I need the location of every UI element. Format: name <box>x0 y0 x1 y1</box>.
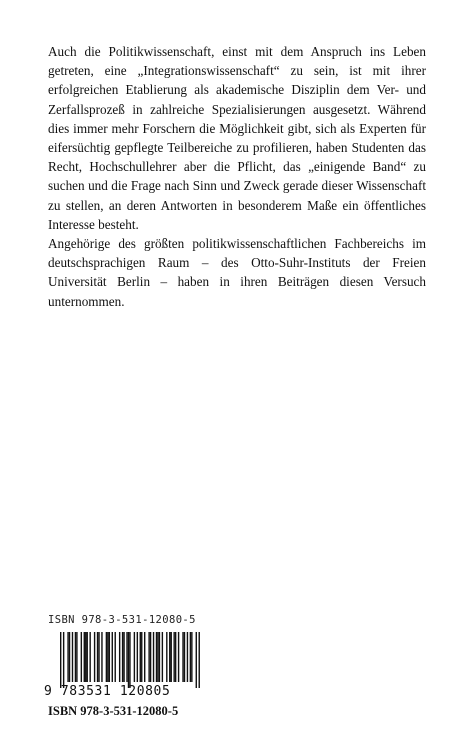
barcode-bar <box>69 632 70 682</box>
paragraph-authors: Angehörige des größten politikwissenschaftlichen Fachbereichs im deutschsprachigen Raum – des Otto-Suhr-Instituts der Freien Universität Berlin – haben in ihren Beiträgen diesen Versuch unternommen. <box>48 236 426 309</box>
isbn-label-bottom: ISBN 978-3-531-12080-5 <box>48 704 179 718</box>
barcode-bar <box>190 632 191 682</box>
barcode-bar <box>156 632 157 682</box>
barcode-bar <box>107 632 108 682</box>
barcode-bar <box>67 632 68 682</box>
barcode-bar <box>148 632 149 682</box>
barcode-bar <box>119 632 120 682</box>
barcode-bar <box>196 632 197 688</box>
barcode-bar <box>112 632 113 682</box>
barcode-bar <box>94 632 95 682</box>
barcode-bar <box>129 632 130 688</box>
barcode-bar <box>87 632 88 682</box>
barcode-bar <box>144 632 145 682</box>
barcode-bar <box>115 632 116 682</box>
barcode-bar <box>85 632 86 682</box>
barcode-digits: 9 783531 120805 <box>44 684 171 699</box>
barcode-bar <box>122 632 123 682</box>
barcode-bar <box>123 632 124 682</box>
barcode-bar <box>63 632 64 688</box>
isbn-label-top: ISBN 978-3-531-12080-5 <box>48 614 196 626</box>
barcode-bar <box>137 632 138 682</box>
barcode-bar <box>81 632 82 682</box>
barcode-bar <box>128 632 129 688</box>
barcode-bar <box>106 632 107 682</box>
barcode-bar <box>166 632 167 682</box>
barcode-bar <box>75 632 76 682</box>
barcode-bar <box>178 632 179 682</box>
barcode-bar <box>150 632 151 682</box>
barcode-bar <box>171 632 172 682</box>
barcode-bar <box>173 632 174 682</box>
barcode-bar <box>134 632 135 682</box>
back-cover-text <box>48 42 426 311</box>
barcode-bar <box>84 632 85 682</box>
barcode-icon <box>60 632 200 688</box>
barcode-bar <box>191 632 192 682</box>
barcode-bar <box>72 632 73 682</box>
barcode-bar <box>141 632 142 682</box>
barcode-bar <box>182 632 183 682</box>
barcode-bar <box>140 632 141 682</box>
barcode-bar <box>60 632 61 688</box>
barcode-bar <box>184 632 185 682</box>
barcode-bar <box>153 632 154 682</box>
barcode-bar <box>76 632 77 682</box>
barcode-bar <box>187 632 188 682</box>
barcode-bar <box>89 632 90 682</box>
paragraph-intro: Auch die Politikwissenschaft, einst mit dem Anspruch ins Leben getreten, eine „Integrationswissenschaft“ zu sein, ist mit ihrer erfolgreichen Etablierung als akademische Disziplin dem Ver- und Zerfallsprozeß in zahlreiche Spezialisierungen ausgesetzt. Während dies immer mehr Forschern die Möglichkeit gibt, sich als Experten für eifersüchtig gepflegte Teilbereiche zu profilieren, haben Studenten das Recht, Hochschullehrer aber die Pflicht, das „einigende Band“ zu suchen und die Frage nach Sinn und Zweck gerade dieser Wissenschaft zu stellen, an deren Antworten in besonderem Maße ein öffentliches Interesse besteht. <box>48 44 426 232</box>
barcode-bar <box>98 632 99 682</box>
barcode-bar <box>109 632 110 682</box>
barcode-bar <box>162 632 163 682</box>
barcode-bar <box>157 632 158 682</box>
barcode-bar <box>97 632 98 682</box>
barcode-bar <box>101 632 102 682</box>
barcode-bar <box>175 632 176 682</box>
barcode-bar <box>159 632 160 682</box>
barcode-bar <box>199 632 200 688</box>
barcode-bar <box>126 632 127 682</box>
barcode-bar <box>169 632 170 682</box>
